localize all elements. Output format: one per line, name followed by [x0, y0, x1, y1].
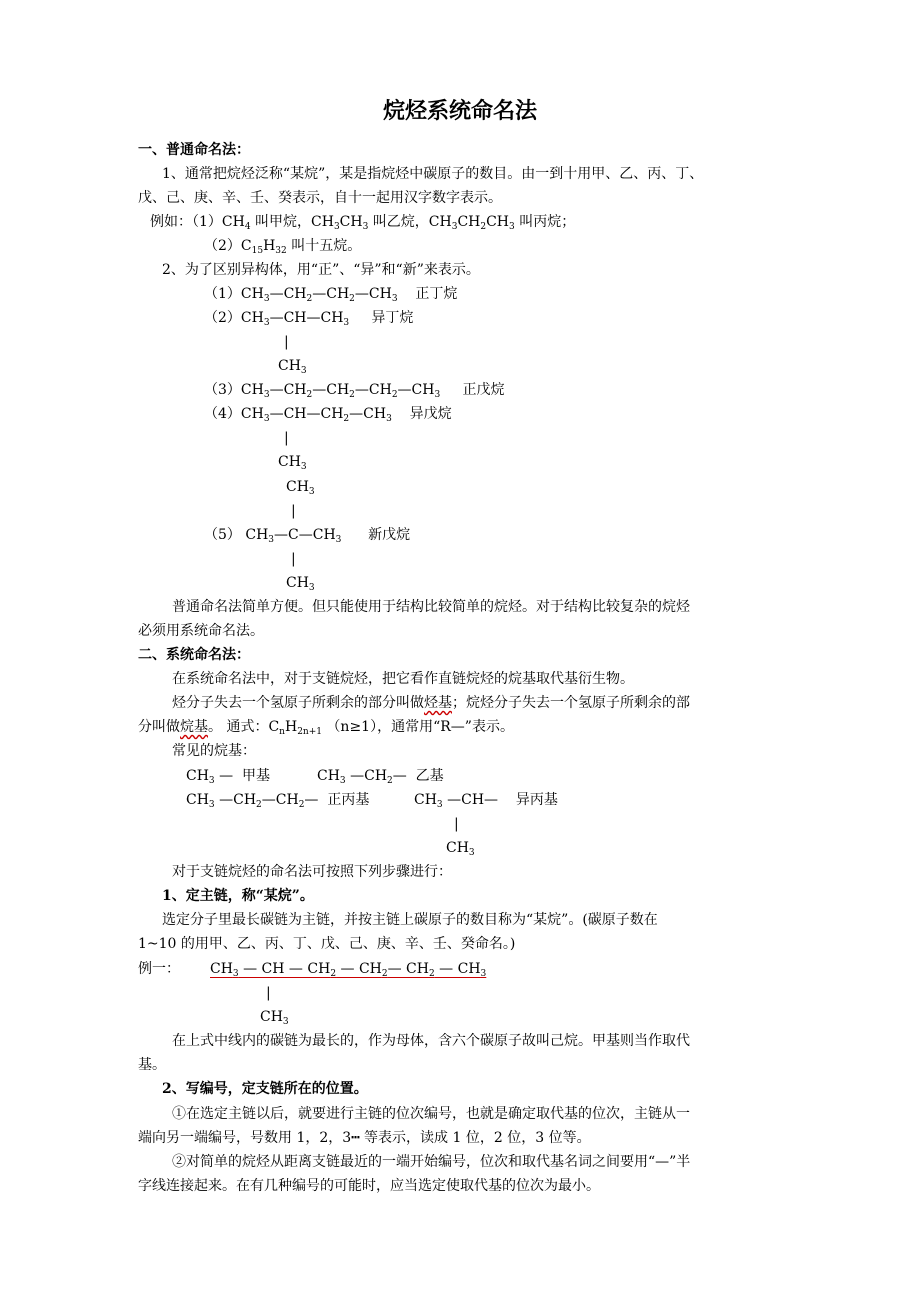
branch-bond: |: [454, 816, 459, 832]
sec1-para2: 2、为了区别异构体，用“正”、“异”和“新”来表示。: [162, 262, 480, 278]
structure-n-pentane: $(3)CH_3—CH_2—CH_2—CH_2—CH_3$ 正戊烷: [204, 382, 505, 400]
branch-methyl: $CH_3$: [286, 575, 315, 593]
step2-item2-line2: 字线连接起来。在有几种编号的可能时，应当选定使取代基的位次为最小。: [138, 1178, 600, 1194]
sec2-para2-line2: 分叫做烷基。 通式：$C_nH_{2n+1}$ （n≥1），通常用“R—”表示。: [138, 719, 514, 737]
sec1-summary-line2: 必须用系统命名法。: [138, 623, 264, 639]
step1-title: 1、定主链，称“某烷”。: [162, 888, 314, 904]
common-alkyls-label: 常见的烷基：: [172, 743, 256, 759]
section1-heading: 一、普通命名法：: [138, 142, 250, 158]
alkyl-ethyl: $CH_3$ $—CH_2—$ 乙基: [317, 768, 444, 786]
sec2-para2-line1: 烃分子失去一个氢原子所剩余的部分叫做烃基；烷烃分子失去一个氢原子所剩余的部: [172, 695, 690, 711]
structure-isobutane: $(2)CH_3—CH—CH_3$ 异丁烷: [204, 310, 414, 328]
step2-item1-line2: 端向另一端编号，号数用 1，2，3┅ 等表示，读成 1 位，2 位，3 位等。: [138, 1130, 591, 1146]
branch-methyl: $CH_3$: [278, 454, 307, 472]
page-title: 烷烃系统命名法: [382, 98, 537, 124]
branch-methyl: $CH_3$: [286, 479, 315, 497]
sec2-para1: 在系统命名法中，对于支链烷烃，把它看作直链烷烃的烷基取代基衍生物。: [172, 671, 634, 687]
branch-methyl: $CH_3$: [278, 358, 307, 376]
sec1-example1: 例如：$(1)CH_4$ 叫甲烷，$CH_3CH_3$ 叫乙烷，$CH_3CH_2CH_3$ 叫丙烷；: [150, 214, 576, 232]
example1-note-line1: 在上式中线内的碳链为最长的，作为母体，含六个碳原子故叫己烷。甲基则当作取代: [172, 1033, 690, 1049]
branch-bond: |: [266, 985, 271, 1001]
branch-bond: |: [284, 334, 289, 350]
branch-bond: |: [291, 551, 296, 567]
branch-methyl: $CH_3$: [446, 840, 475, 858]
branch-bond: |: [291, 503, 296, 519]
branch-bond: |: [284, 430, 289, 446]
step1-line2: 1~10 的用甲、乙、丙、丁、戊、己、庚、辛、壬、癸命名。): [138, 936, 516, 952]
example1-label: 例一：: [138, 961, 180, 977]
steps-intro: 对于支链烷烃的命名法可按照下列步骤进行：: [172, 864, 452, 880]
alkyl-n-propyl: $CH_3$ $—CH_2—CH_2—$ 正丙基: [186, 792, 370, 810]
sec1-para1-line2: 戊、己、庚、辛、壬、癸表示，自十一起用汉字数字表示。: [138, 190, 502, 206]
structure-n-butane: $(1)CH_3—CH_2—CH_2—CH_3$ 正丁烷: [204, 286, 458, 304]
alkyl-isopropyl: $CH_3$ —CH— 异丙基: [414, 792, 558, 810]
section2-heading: 二、系统命名法：: [138, 647, 250, 663]
term-hydrocarbyl: 烃基: [424, 695, 452, 711]
alkyl-methyl: $CH_3$ — 甲基: [186, 768, 271, 786]
structure-isopentane: $(4)CH_3—CH—CH_2—CH_3$ 异戊烷: [204, 406, 452, 424]
example1-note-line2: 基。: [138, 1057, 166, 1073]
step1-line1: 选定分子里最长碳链为主链，并按主链上碳原子的数目称为“某烷”。(碳原子数在: [162, 912, 658, 928]
step2-item2-line1: ②对简单的烷烃从距离支链最近的一端开始编号，位次和取代基名词之间要用“—”半: [172, 1154, 691, 1170]
example1-main-chain: $CH_3$ — CH — $CH_2$ — $CH_2—$ $CH_2$ — $CH_3$: [210, 961, 487, 979]
sec1-example2: $(2)C_{15}H_{32}$ 叫十五烷。: [204, 238, 362, 256]
step2-title: 2、写编号，定支链所在的位置。: [162, 1081, 368, 1097]
step2-item1-line1: ①在选定主链以后，就要进行主链的位次编号，也就是确定取代基的位次，主链从一: [172, 1106, 690, 1122]
sec1-summary-line1: 普通命名法简单方便。但只能使用于结构比较简单的烷烃。对于结构比较复杂的烷烃: [172, 599, 690, 615]
term-alkyl: 烷基: [180, 719, 208, 735]
branch-methyl: $CH_3$: [260, 1009, 289, 1027]
structure-neopentane: （5） $CH_3—C—CH_3$ 新戊烷: [204, 527, 411, 545]
sec1-para1-line1: 1、通常把烷烃泛称“某烷”，某是指烷烃中碳原子的数目。由一到十用甲、乙、丙、丁、: [162, 166, 704, 182]
